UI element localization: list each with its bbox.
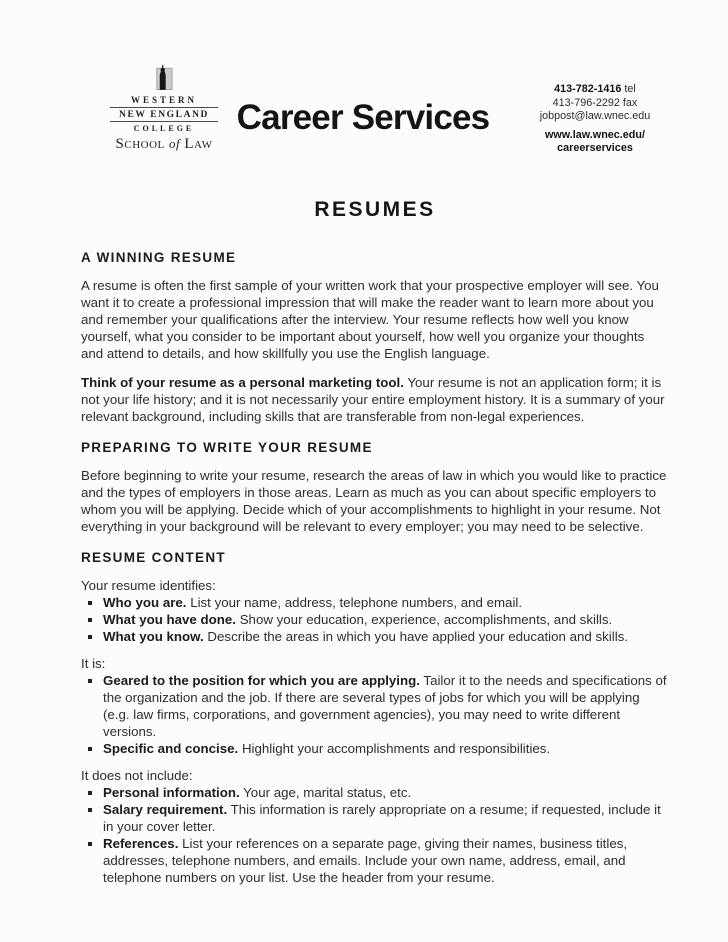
contact-phone-suffix: tel — [624, 83, 636, 95]
paragraph-rest: Your resume is not an application form; it is not your life history; and it is not necessarily your entire employment history. It is a summary of your relevant background, including skills that are transferable from non-legal experiences. — [81, 375, 665, 424]
list-item-lead: What you have done. — [103, 612, 236, 627]
list-intro-identifies: Your resume identifies: — [81, 578, 216, 593]
list-item-lead: Who you are. — [103, 595, 187, 610]
list-item-lead: Personal information. — [103, 785, 240, 800]
list-item — [81, 611, 669, 628]
paragraph-preparing-1: Before beginning to write your resume, research the areas of law in which you would like to practice and the types of employers in those areas. Learn as much as you can about specific employers to whom you will be applying. Decide which of your accomplishments to highlight in your resume. Not everything in your background will be relevant to every employer; you may need to be selective. — [81, 468, 667, 534]
list-item — [81, 784, 669, 801]
contact-phone — [515, 83, 675, 97]
contact-website — [515, 129, 675, 155]
section-heading-preparing: PREPARING TO WRITE YOUR RESUME — [81, 440, 373, 455]
list-item-lead: Salary requirement. — [103, 802, 228, 817]
contact-info — [515, 83, 675, 155]
department-title: Career Services — [236, 98, 490, 137]
list-it-is — [81, 672, 669, 757]
paragraph-lead: Think of your resume as a personal marketing tool. — [81, 375, 404, 390]
list-item — [81, 672, 669, 740]
list-item — [81, 835, 669, 886]
list-item-rest: This information is rarely appropriate on a resume; if requested, include it in your cover letter. — [103, 802, 661, 834]
list-item-lead: Specific and concise. — [103, 741, 239, 756]
contact-website-line1: www.law.wnec.edu/ — [545, 128, 645, 141]
list-item-lead: Geared to the position for which you are applying. — [103, 673, 420, 688]
document-title: RESUMES — [314, 198, 436, 221]
list-intro-not-include: It does not include: — [81, 768, 193, 783]
list-item-rest: List your name, address, telephone numbers, and email. — [190, 595, 523, 610]
logo-school-of-law — [110, 136, 218, 153]
list-item-rest: Tailor it to the needs and specifications of the organization and the job. If there are several types of jobs for which you will be applying (e.g. law firms, corporations, and government agencies), you may need to write different versions. — [103, 673, 667, 739]
logo-line-western: WESTERN — [130, 95, 197, 105]
logo-line-college: COLLEGE — [133, 123, 195, 133]
tower-icon — [153, 64, 175, 92]
list-item-rest: Highlight your accomplishments and responsibilities. — [241, 741, 551, 756]
paragraph-winning-resume-2 — [81, 374, 669, 425]
contact-phone-number: 413-782-1416 — [554, 83, 622, 95]
logo-school-word: School — [115, 135, 165, 152]
section-heading-resume-content: RESUME CONTENT — [81, 550, 226, 565]
list-item-rest: Show your education, experience, accomplishments, and skills. — [239, 612, 613, 627]
list-intro-it-is: It is: — [81, 656, 106, 671]
list-item — [81, 594, 669, 611]
list-item — [81, 628, 669, 645]
list-item — [81, 740, 669, 757]
list-item-lead: References. — [103, 836, 179, 851]
list-item-rest: Your age, marital status, etc. — [243, 785, 412, 800]
list-not-include — [81, 784, 669, 886]
school-logo — [110, 64, 218, 153]
logo-of-word: of — [169, 135, 181, 151]
section-heading-winning-resume: A WINNING RESUME — [81, 250, 237, 265]
contact-fax: 413-796-2292 fax — [552, 96, 638, 109]
paragraph-winning-resume-1: A resume is often the first sample of your written work that your prospective employer will see. You want it to create a professional impression that will make the reader want to learn more about you and remember your qualifications after the interview. Your resume reflects how well you know yourself, what you consider to be important about yourself, how well you organize your thoughts and attend to details, and how skillfully you use the English language. — [81, 278, 659, 361]
list-item-rest: Describe the areas in which you have applied your education and skills. — [207, 629, 628, 644]
contact-website-line2: careerservices — [557, 141, 633, 154]
list-item-rest: List your references on a separate page, giving their names, business titles, addresses, telephone numbers, and emails. Include your own name, address, email, and telephone numbers on your list. Use the header from your resume. — [103, 836, 628, 885]
list-item-lead: What you know. — [103, 629, 204, 644]
contact-email: jobpost@law.wnec.edu — [539, 110, 651, 122]
logo-line-new-england: NEW ENGLAND — [118, 109, 209, 120]
list-item — [81, 801, 669, 835]
list-identifies — [81, 594, 669, 645]
logo-law-word: Law — [184, 135, 213, 152]
